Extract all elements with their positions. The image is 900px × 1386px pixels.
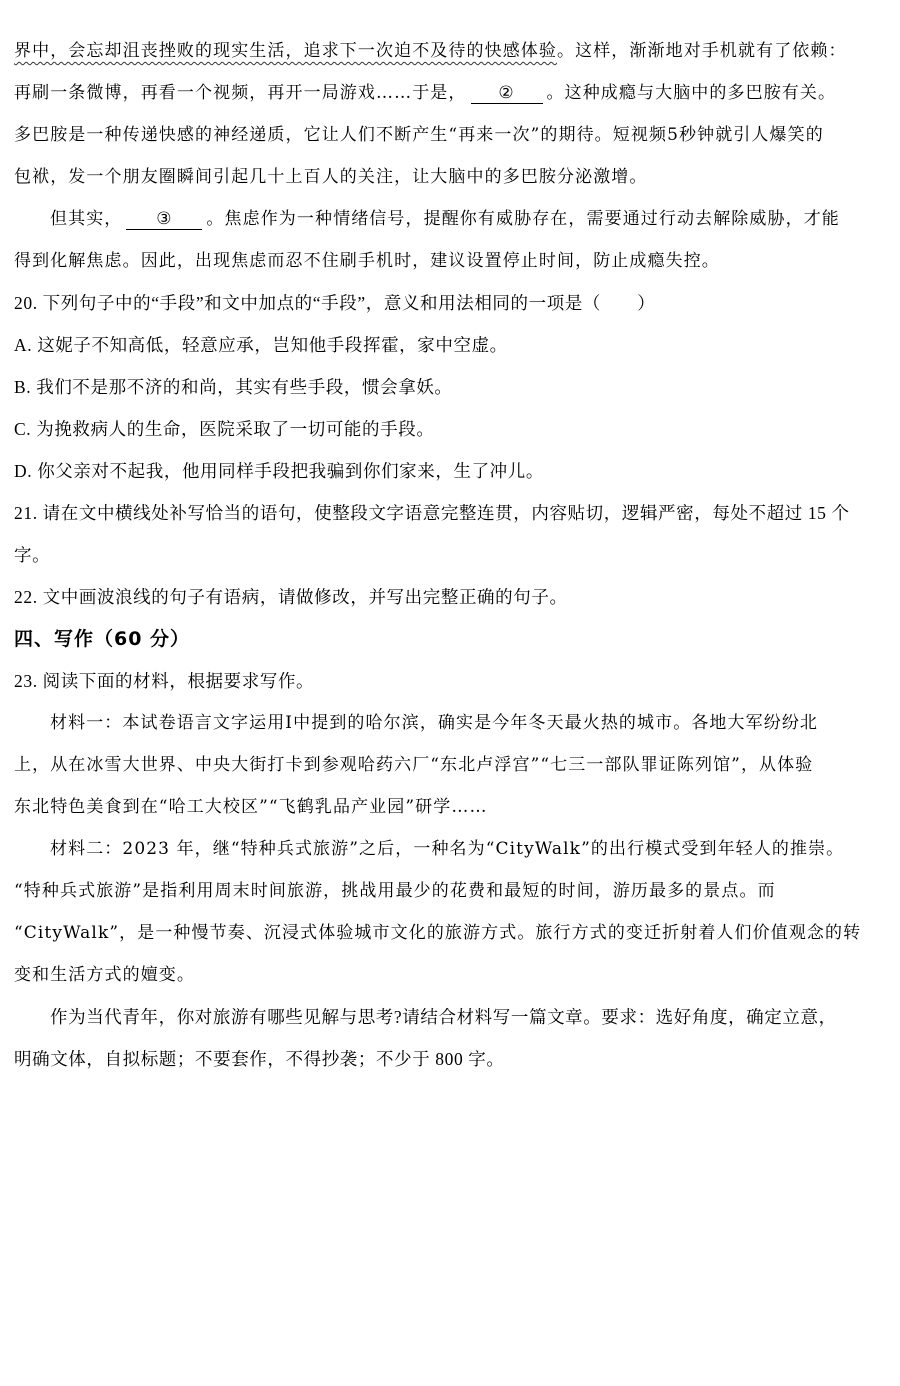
passage-line-6: 得到化解焦虑。因此，出现焦虑而忍不住刷手机时，建议设置停止时间，防止成瘾失控。 <box>14 251 720 271</box>
writing-requirement-line-1: 作为当代青年，你对旅游有哪些见解与思考?请结合材料写一篇文章。要求：选好角度，确定立意， <box>50 1007 837 1027</box>
question-20-stem: 20. 下列句子中的“手段”和文中加点的“手段”，意义和用法相同的一项是（ ） <box>14 293 656 313</box>
passage-line-2-before: 再刷一条微博，再看一个视频，再开一局游戏……于是， <box>14 83 467 103</box>
passage-line-4: 包袱，发一个朋友圈瞬间引起几十上百人的关注，让大脑中的多巴胺分泌激增。 <box>14 167 648 187</box>
question-21-line-1: 21. 请在文中横线处补写恰当的语句，使整段文字语意完整连贯，内容贴切，逻辑严密，每处不超过 15 个 <box>14 503 850 523</box>
passage-line-5-before: 但其实， <box>50 209 123 229</box>
passage-line-3: 多巴胺是一种传递快感的神经递质，它让人们不断产生“再来一次”的期待。短视频5秒钟就引人爆笑的 <box>14 125 824 145</box>
material-2-line-3: “CityWalk”，是一种慢节奏、沉浸式体验城市文化的旅游方式。旅行方式的变迁折射着人们价值观念的转 <box>14 923 862 943</box>
material-2-line-4: 变和生活方式的嬗变。 <box>14 965 195 985</box>
question-20-option-c: C. 为挽救病人的生命，医院采取了一切可能的手段。 <box>14 419 435 439</box>
fill-blank-2: ② <box>471 83 543 104</box>
question-23-stem: 23. 阅读下面的材料，根据要求写作。 <box>14 671 315 691</box>
question-22: 22. 文中画波浪线的句子有语病，请做修改，并写出完整正确的句子。 <box>14 587 568 607</box>
passage-line-2-after: 。这种成瘾与大脑中的多巴胺有关。 <box>546 83 837 103</box>
question-20-option-d: D. 你父亲对不起我，他用同样手段把我骗到你们家来，生了冲儿。 <box>14 461 544 481</box>
material-1-line-1: 材料一：本试卷语言文字运用Ⅰ中提到的哈尔滨，确实是今年冬天最火热的城市。各地大军纷纷北 <box>50 713 819 733</box>
material-2-line-1: 材料二：2023 年，继“特种兵式旅游”之后，一种名为“CityWalk”的出行模式受到年轻人的推崇。 <box>50 839 845 859</box>
passage-line-1 <box>14 30 886 72</box>
question-20-option-b: B. 我们不是那不济的和尚，其实有些手段，惯会拿妖。 <box>14 377 453 397</box>
wavy-underlined-sentence: 界中，会忘却沮丧挫败的现实生活，追求下一次迫不及待的快感体验 <box>14 41 557 61</box>
question-20-option-a: A. 这妮子不知高低，轻意应承，岂知他手段挥霍，家中空虚。 <box>14 335 508 355</box>
passage-line-1-rest: 。这样，渐渐地对手机就有了依赖： <box>557 41 847 61</box>
passage-line-5 <box>14 198 886 240</box>
material-1-line-3: 东北特色美食到在“哈工大校区”“飞鹤乳品产业园”研学…… <box>14 797 488 817</box>
material-1-line-2: 上，从在冰雪大世界、中央大街打卡到参观哈药六厂“东北卢浮宫”“七三一部队罪证陈列馆”，从体验 <box>14 755 814 775</box>
question-21-line-2: 字。 <box>14 545 51 565</box>
passage-line-5-after: 。焦虑作为一种情绪信号，提醒你有威胁存在，需要通过行动去解除威胁，才能 <box>206 209 840 229</box>
document-page <box>14 30 886 1080</box>
fill-blank-3: ③ <box>126 209 202 230</box>
passage-line-2 <box>14 72 886 114</box>
section-heading-writing: 四、写作（60 分） <box>14 628 191 650</box>
writing-requirement-line-2: 明确文体，自拟标题；不要套作，不得抄袭；不少于 800 字。 <box>14 1049 505 1069</box>
material-2-line-2: “特种兵式旅游”是指利用周末时间旅游，挑战用最少的花费和最短的时间，游历最多的景点。而 <box>14 881 776 901</box>
